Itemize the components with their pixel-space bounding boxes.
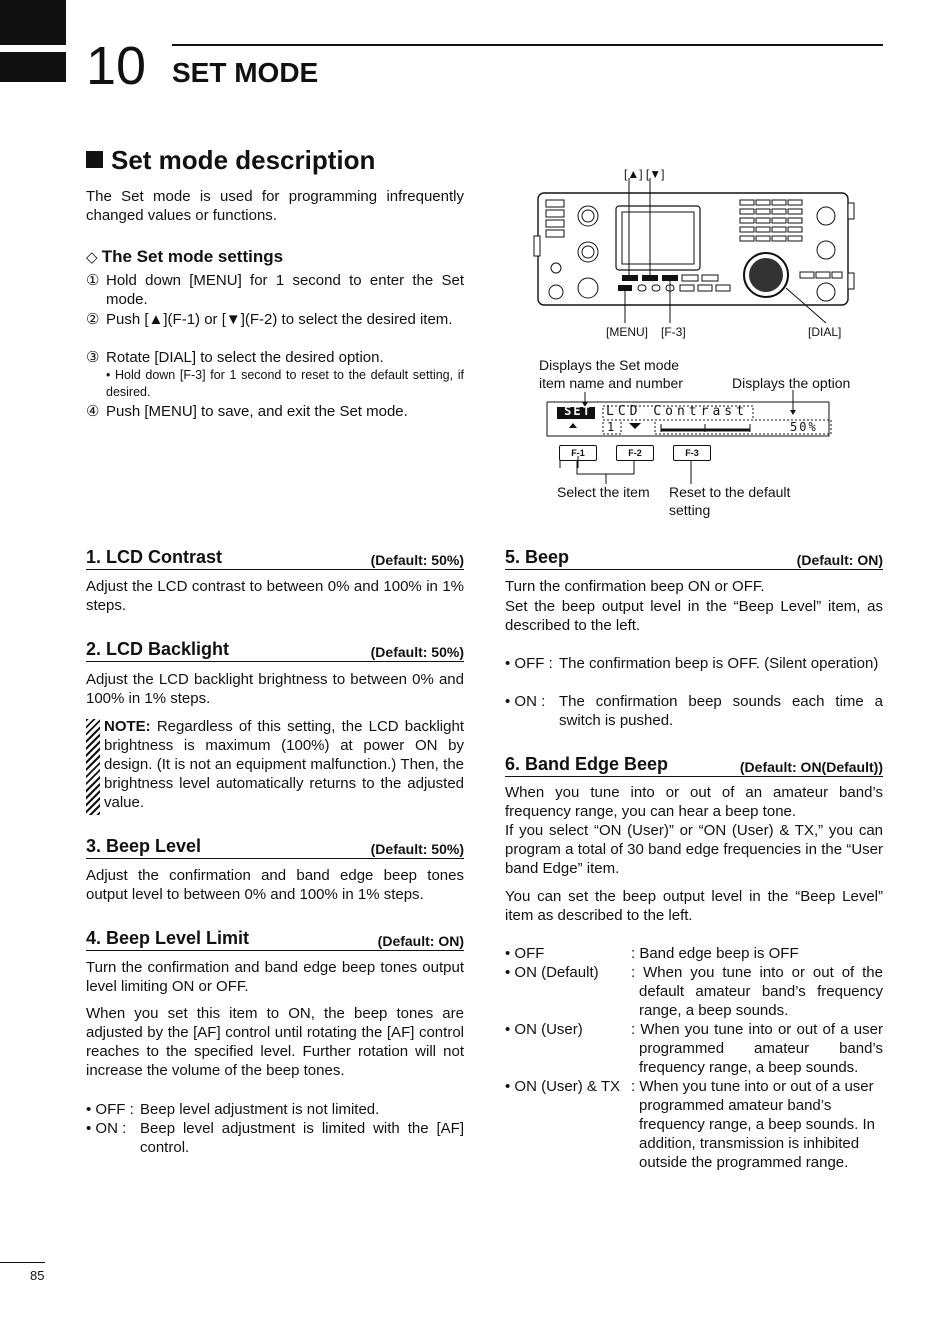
item-4-body-2: When you set this item to ON, the beep tones are adjusted by the [AF] control until rotating the [AF] control reaches to the specified level. Further rotation will not increase the volume of the beep tones. — [86, 1005, 464, 1079]
item-5-body-1: Turn the confirmation beep ON or OFF. — [505, 578, 765, 595]
item-default: (Default: 50%) — [370, 644, 464, 660]
item-title: 4. Beep Level Limit — [86, 928, 250, 948]
item-6-option-on-default — [505, 963, 883, 1020]
option-key: • ON (User) — [505, 1021, 583, 1038]
item-6-body-3: You can set the beep output level in the “Beep Level” item as described to the left. — [505, 888, 883, 924]
settings-heading — [86, 246, 283, 269]
option-text: The confirmation beep is OFF. (Silent operation) — [559, 655, 879, 672]
note-label: NOTE: — [104, 718, 151, 735]
diamond-icon: ◇ — [86, 249, 102, 266]
lcd-set-indicator: SET — [564, 404, 592, 418]
item-5-heading — [505, 546, 883, 570]
lcd-option-value: 50% — [790, 420, 818, 434]
step-number: ① — [86, 272, 100, 289]
chapter-tab-upper — [0, 0, 66, 45]
option-text: : When you tune into or out of a user programmed amateur band’s frequency range, a beep sounds. In addition, transmission is inhibited outside the programmed range. — [631, 1078, 876, 1171]
step-text: Rotate [DIAL] to select the desired option. — [106, 349, 384, 366]
lcd-item-name: LCD Contrast — [606, 404, 748, 419]
lcd-item-number: 1 — [607, 420, 615, 434]
option-key: • ON (Default) — [505, 964, 599, 981]
callout-item-name: Displays the Set mode item name and number — [539, 357, 683, 391]
item-3-heading — [86, 835, 464, 859]
page-number: 85 — [30, 1268, 45, 1283]
step-3-subnote: • Hold down [F-3] for 1 second to reset to the default setting, if desired. — [106, 368, 464, 399]
item-3-body: Adjust the confirmation and band edge beep tones output level to between 0% and 100% in 1% steps. — [86, 867, 464, 903]
chapter-number: 10 — [86, 36, 147, 96]
item-title: 2. LCD Backlight — [86, 639, 230, 659]
step-4 — [86, 402, 464, 421]
step-text: Hold down [MENU] for 1 second to enter the Set mode. — [106, 272, 464, 308]
item-4-heading — [86, 927, 464, 951]
item-default: (Default: 50%) — [370, 841, 464, 857]
section-title — [86, 144, 375, 176]
option-text: Beep level adjustment is not limited. — [140, 1101, 380, 1118]
option-key: • OFF : — [505, 655, 553, 672]
item-6-body-2: If you select “ON (User)” or “ON (User) & TX,” you can program a total of 30 band edge frequencies in the “User band Edge” item. — [505, 822, 883, 877]
step-number: ② — [86, 311, 100, 328]
item-6-heading — [505, 753, 883, 777]
note-body: Regardless of this setting, the LCD backlight brightness is maximum (100%) at power ON by design. (It is not an equipment malfunction.) Then, the brightness level automatically returns to the adjusted value. — [104, 718, 464, 811]
bullet-square-icon — [86, 151, 103, 168]
note-text — [86, 717, 464, 812]
item-title: 1. LCD Contrast — [86, 547, 223, 567]
item-4-option-off — [86, 1100, 464, 1119]
menu-label: [MENU] — [606, 325, 648, 339]
settings-heading-text: The Set mode settings — [101, 247, 284, 266]
updown-keys-label: [▲] [▼] — [624, 167, 665, 181]
caption-select-item: Select the item — [557, 484, 650, 500]
item-default: (Default: ON) — [796, 552, 883, 568]
option-key: • ON (User) & TX — [505, 1078, 620, 1095]
item-2-heading — [86, 638, 464, 662]
item-2-body: Adjust the LCD backlight brightness to between 0% and 100% in 1% steps. — [86, 671, 464, 707]
item-title: 5. Beep — [505, 547, 570, 567]
option-key: • OFF — [505, 945, 545, 962]
option-text: : Band edge beep is OFF — [631, 945, 799, 962]
option-key: • ON : — [86, 1120, 127, 1137]
item-6-option-off — [505, 944, 883, 963]
dial-label: [DIAL] — [808, 325, 842, 339]
page-number-rule — [0, 1262, 45, 1263]
item-title: 3. Beep Level — [86, 836, 202, 856]
item-title: 6. Band Edge Beep — [505, 754, 669, 774]
option-text: : When you tune into or out of the default amateur band’s frequency range, a beep sounds. — [631, 964, 883, 1019]
step-text: Push [▲](F-1) or [▼](F-2) to select the desired item. — [106, 311, 453, 328]
chapter-rule — [172, 44, 883, 46]
item-2-note — [86, 717, 464, 812]
item-6-option-on-user — [505, 1020, 883, 1077]
item-default: (Default: 50%) — [370, 552, 464, 568]
item-default: (Default: ON(Default)) — [739, 759, 883, 775]
item-6-option-on-user-tx — [505, 1077, 883, 1172]
option-text: The confirmation beep sounds each time a switch is pushed. — [559, 693, 883, 729]
item-1-body: Adjust the LCD contrast to between 0% and 100% in 1% steps. — [86, 578, 464, 614]
option-text: Beep level adjustment is limited with the [AF] control. — [140, 1120, 464, 1156]
item-5-option-on — [505, 692, 883, 730]
f1-key[interactable]: F-1 — [559, 445, 597, 461]
option-key: • ON : — [505, 693, 546, 710]
chapter-tab-lower — [0, 52, 66, 82]
note-hatch-icon — [86, 719, 100, 815]
item-5-body-2: Set the beep output level in the “Beep Level” item, as described to the left. — [505, 598, 883, 634]
option-text: : When you tune into or out of a user programmed amateur band’s frequency range, a beep sounds. — [631, 1021, 883, 1076]
f3-key[interactable]: F-3 — [673, 445, 711, 461]
option-key: • OFF : — [86, 1101, 134, 1118]
item-4-option-on — [86, 1119, 464, 1157]
caption-reset-default: Reset to the default setting — [669, 484, 791, 518]
step-number: ④ — [86, 403, 100, 420]
transceiver-illustration — [530, 178, 860, 323]
step-2 — [86, 310, 464, 329]
item-5-option-off — [505, 654, 883, 673]
step-text: Push [MENU] to save, and exit the Set mode. — [106, 403, 408, 420]
f3-label: [F-3] — [661, 325, 686, 339]
step-3 — [86, 348, 464, 367]
intro-paragraph: The Set mode is used for programming infrequently changed values or functions. — [86, 188, 464, 224]
item-4-body-1: Turn the confirmation and band edge beep tones output level limiting ON or OFF. — [86, 959, 464, 995]
step-1 — [86, 271, 464, 309]
step-number: ③ — [86, 349, 100, 366]
section-title-text: Set mode description — [111, 145, 376, 175]
callout-option: Displays the option — [732, 375, 851, 391]
item-1-heading — [86, 546, 464, 570]
f2-key[interactable]: F-2 — [616, 445, 654, 461]
item-6-body-1: When you tune into or out of an amateur band’s frequency range, you can hear a beep tone. — [505, 784, 883, 820]
item-default: (Default: ON) — [377, 933, 464, 949]
chapter-title: SET MODE — [172, 57, 319, 88]
